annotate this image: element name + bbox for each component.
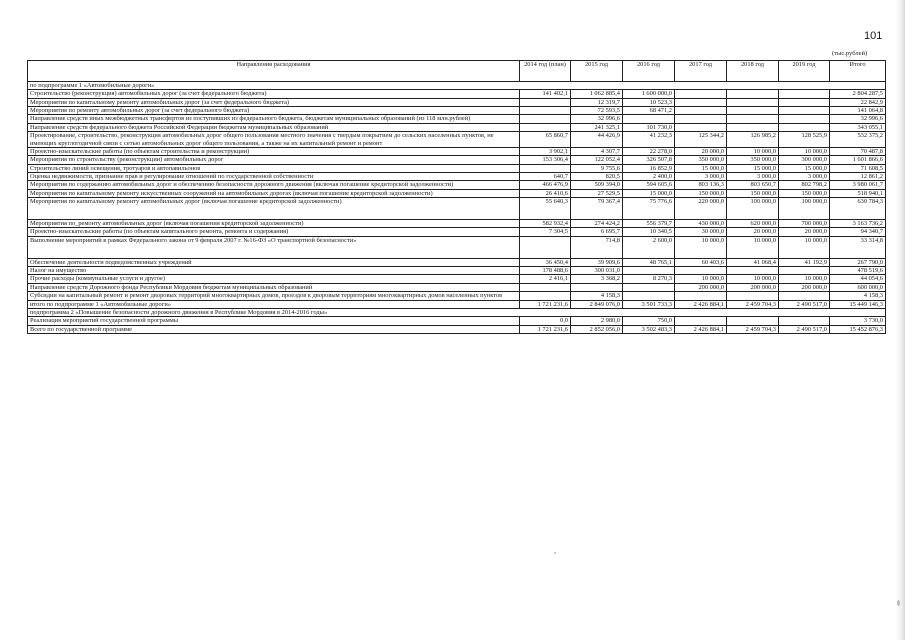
scan-edge-shadow [895,0,905,640]
cell-y2018: 126 985,2 [727,132,779,148]
cell-y2019: 150 000,0 [779,189,830,197]
cell-y2014: 26 410,6 [520,189,571,197]
row-label: Проектирование, строительство, реконструкция автомобильных дорог общего пользования местного значения с твердым покрытием до сельских населенных пунктов, не имеющих круглогодичной связи с сетью автомобильных дорог общего пользования, а также на их капитальный ремонт и ремонт [28,132,520,148]
cell-y2016 [623,292,675,300]
table-row [28,283,886,291]
section-row [28,82,886,90]
cell-y2018: 350 000,0 [727,156,779,164]
row-label: Строительство линий освещения, тротуаров и автопавильонов [28,164,520,172]
cell-y2019 [779,123,830,131]
cell-y2016: 41 232,3 [623,132,675,148]
cell-y2016: 68 471,2 [623,107,675,115]
cell-y2017: 2 426 884,1 [675,300,727,308]
cell-y2017: 3 000,0 [675,172,727,180]
cell-y2017 [675,115,727,123]
cell-y2019 [779,98,830,106]
cell-y2019: 10 000,0 [779,147,830,155]
cell-total: 3 163 736,2 [830,220,886,228]
cell-y2019: 2 490 517,0 [779,300,830,308]
cell-y2016: 3 502 483,3 [623,325,675,333]
cell-total: 32 996,6 [830,115,886,123]
cell-total: 71 608,5 [830,164,886,172]
table-row [28,98,886,106]
cell-y2017: 10 000,0 [675,275,727,283]
cell-y2015: 79 367,4 [571,198,623,220]
cell-total: 70 487,8 [830,147,886,155]
cell-y2014: 0,0 [520,317,571,325]
cell-y2015: 2 849 076,0 [571,300,623,308]
cell-y2018: 100 000,0 [727,198,779,220]
cell-y2019: 2 490 517,0 [779,325,830,333]
cell-y2018: 41 068,4 [727,258,779,266]
units-label: (тыс.рублей) [832,50,868,57]
cell-y2014: 1 721 231,6 [520,300,571,308]
cell-y2017: 430 000,0 [675,220,727,228]
cell-total: 518 940,1 [830,189,886,197]
row-label: Всего по государственной программе [28,325,520,333]
cell-total: 343 055,1 [830,123,886,131]
cell-y2016: 1 600 000,0 [623,90,675,98]
cell-y2015: 300 031,0 [571,267,623,275]
cell-total: 630 784,3 [830,198,886,220]
cell-y2017 [675,107,727,115]
cell-y2016: 10 523,3 [623,98,675,106]
cell-y2015: 509 394,0 [571,181,623,189]
cell-y2015: 4 158,3 [571,292,623,300]
cell-y2016: 48 765,1 [623,258,675,266]
table-row [28,317,886,325]
cell-y2019: 700 000,0 [779,220,830,228]
table-row [28,123,886,131]
cell-y2018 [727,90,779,98]
cell-y2017: 10 000,0 [675,236,727,258]
cell-y2016: 10 340,5 [623,228,675,236]
cell-y2014: 141 402,1 [520,90,571,98]
cell-y2018: 10 000,0 [727,147,779,155]
cell-y2019: 3 000,0 [779,172,830,180]
cell-y2014 [520,283,571,291]
cell-y2014: 582 932,4 [520,220,571,228]
row-label: Мероприятия по строительству (реконструкции) автомобильных дорог [28,156,520,164]
cell-y2014: 36 450,4 [520,258,571,266]
cell-y2018 [727,292,779,300]
cell-y2018 [727,115,779,123]
cell-y2017: 125 344,2 [675,132,727,148]
cell-y2019 [779,90,830,98]
table-row [28,325,886,333]
row-label: Оценка недвижимости, признание прав и регулирование отношений по государственной собственности [28,172,520,180]
cell-y2019: 300 000,0 [779,156,830,164]
table-row [28,90,886,98]
cell-y2019: 20 000,0 [779,228,830,236]
cell-y2015: 44 426,9 [571,132,623,148]
table-row [28,267,886,275]
cell-total: 33 314,8 [830,236,886,258]
cell-y2015: 72 593,5 [571,107,623,115]
header-2016: 2016 год [623,61,675,82]
cell-total: 3 980 061,7 [830,181,886,189]
cell-y2019: 41 192,9 [779,258,830,266]
row-label: итого по подпрограмме 1 «Автомобильные дороги» [28,300,520,308]
row-label: Строительство (реконструкция) автомобильных дорог (за счет федерального бюджета) [28,90,520,98]
row-label: Направление средств иных межбюджетных трансфертов из поступивших из федерального бюджета, бюджетам муниципальных образований (из 118 млн.рублей) [28,115,520,123]
cell-y2018 [727,98,779,106]
cell-total: 12 861,2 [830,172,886,180]
cell-total: 3 730,0 [830,317,886,325]
cell-y2016 [623,115,675,123]
cell-y2019 [779,317,830,325]
table-row [28,300,886,308]
table-row [28,132,886,148]
row-label: Направление средств федерального бюджета Российской Федерации бюджетам муниципальных образований [28,123,520,131]
cell-y2017: 20 000,0 [675,147,727,155]
cell-y2014 [520,292,571,300]
cell-y2018: 10 000,0 [727,275,779,283]
cell-y2018: 2 459 704,3 [727,325,779,333]
cell-y2015: 714,8 [571,236,623,258]
row-label: Направление средств Дорожного фонда Республики Мордовия бюджетам муниципальных образований [28,283,520,291]
cell-y2019 [779,267,830,275]
cell-y2014: 640,7 [520,172,571,180]
table-row [28,189,886,197]
cell-y2018: 150 000,0 [727,189,779,197]
cell-y2018: 3 000,0 [727,172,779,180]
row-label: Мероприятия по капитальному ремонту искусственных сооружений на автомобильных дорогах (включая погашение кредиторской задолженности) [28,189,520,197]
cell-y2018: 15 000,0 [727,164,779,172]
cell-total: 15 449 146,3 [830,300,886,308]
table-row [28,115,886,123]
table-row [28,220,886,228]
section-label: по подпрограмме 1 «Автомобильные дороги» [28,82,886,90]
table-row [28,292,886,300]
cell-y2015: 122 052,4 [571,156,623,164]
cell-y2014: 2 416,1 [520,275,571,283]
cell-y2016: 3 501 733,3 [623,300,675,308]
table-row [28,198,886,220]
header-2019: 2019 год [779,61,830,82]
cell-y2016: 22 278,0 [623,147,675,155]
row-label: Мероприятия по содержанию автомобильных дорог и обеспечению безопасности дорожного движения (включая погашение кредиторской задолженности) [28,181,520,189]
cell-y2018: 803 650,7 [727,181,779,189]
cell-total: 22 842,9 [830,98,886,106]
cell-y2017: 350 000,0 [675,156,727,164]
cell-total: 532 375,2 [830,132,886,148]
cell-y2017: 30 000,0 [675,228,727,236]
cell-y2018 [727,317,779,325]
cell-y2016 [623,283,675,291]
cell-y2019: 128 525,9 [779,132,830,148]
cell-y2016: 326 507,8 [623,156,675,164]
section-row [28,308,886,316]
cell-total: 2 804 287,5 [830,90,886,98]
cell-y2017 [675,292,727,300]
cell-y2014: 65 860,7 [520,132,571,148]
table-header-row [28,61,886,82]
cell-y2017: 803 136,3 [675,181,727,189]
cell-y2014: 466 476,9 [520,181,571,189]
header-2014: 2014 год (план) [520,61,571,82]
table-row [28,236,886,258]
cell-y2014 [520,236,571,258]
cell-y2014 [520,98,571,106]
table-row [28,275,886,283]
cell-y2019: 10 000,0 [779,236,830,258]
table-row [28,172,886,180]
cell-y2017: 60 403,6 [675,258,727,266]
cell-y2017: 220 000,0 [675,198,727,220]
cell-y2016: 15 000,0 [623,189,675,197]
cell-y2016: 594 605,6 [623,181,675,189]
table-row [28,228,886,236]
budget-table [27,60,886,334]
cell-y2019: 100 000,0 [779,198,830,220]
cell-y2017: 200 000,0 [675,283,727,291]
row-label: Проектно-изыскательские работы (по объектам капитального ремонта, ремонта и содержания) [28,228,520,236]
cell-y2019: 15 000,0 [779,164,830,172]
cell-y2014 [520,123,571,131]
cell-total: 141 064,8 [830,107,886,115]
cell-y2019 [779,292,830,300]
cell-y2016: 8 270,3 [623,275,675,283]
cell-y2015: 32 996,6 [571,115,623,123]
cell-y2017: 15 000,0 [675,164,727,172]
cell-y2016: 75 776,6 [623,198,675,220]
table-row [28,107,886,115]
cell-y2016: 2 600,0 [623,236,675,258]
section-label: подпрограмма 2 «Повышение безопасности дорожного движения в Республике Мордовия в 2014-2016 годы» [28,308,886,316]
table-row [28,147,886,155]
cell-total: 94 340,7 [830,228,886,236]
cell-y2019 [779,115,830,123]
cell-y2016 [623,267,675,275]
header-2015: 2015 год [571,61,623,82]
header-2018: 2018 год [727,61,779,82]
cell-y2018: 2 459 704,3 [727,300,779,308]
row-label: Выполнение мероприятий в рамках Федерального закона от 9 февраля 2007 г. №16-ФЗ «О транспортной безопасности» [28,236,520,258]
cell-y2018: 20 000,0 [727,228,779,236]
cell-y2017: 2 426 884,1 [675,325,727,333]
cell-total: 4 158,3 [830,292,886,300]
cell-y2016: 101 730,0 [623,123,675,131]
cell-y2015: 2 852 056,0 [571,325,623,333]
cell-y2016: 750,0 [623,317,675,325]
cell-y2018 [727,267,779,275]
cell-y2015: 3 368,2 [571,275,623,283]
table-body [28,82,886,334]
cell-total: 15 452 876,3 [830,325,886,333]
cell-y2015: 241 325,1 [571,123,623,131]
header-direction: Направления расходования [28,61,520,82]
cell-y2017 [675,98,727,106]
row-label: Мероприятия по капитальному ремонту автомобильных дорог (включая погашение кредиторской задолженности) [28,198,520,220]
cell-y2018 [727,107,779,115]
cell-y2014: 3 902,1 [520,147,571,155]
row-label: Налог на имущество [28,267,520,275]
cell-total: 478 519,6 [830,267,886,275]
row-label: Субсидии на капитальный ремонт и ремонт дворовых территорий многоквартирных домов, проездов к дворовым территориям многоквартирных домов населенных пунктов [28,292,520,300]
cell-y2017 [675,317,727,325]
table-row [28,156,886,164]
cell-y2018 [727,123,779,131]
cell-y2017 [675,123,727,131]
cell-total: 600 000,0 [830,283,886,291]
cell-y2015: 27 529,5 [571,189,623,197]
cell-y2016: 2 400,0 [623,172,675,180]
cell-y2015: 274 424,2 [571,220,623,228]
cell-y2017 [675,267,727,275]
scan-speck [897,600,900,606]
cell-y2018: 200 000,0 [727,283,779,291]
row-label: Мероприятия по капитальному ремонту автомобильных дорог (за счет федерального бюджета) [28,98,520,106]
page-number: 101 [864,30,883,42]
cell-y2015 [571,283,623,291]
cell-y2014 [520,107,571,115]
cell-y2015: 820,5 [571,172,623,180]
cell-y2017 [675,90,727,98]
cell-y2014 [520,164,571,172]
cell-y2016: 16 852,9 [623,164,675,172]
cell-y2019 [779,107,830,115]
cell-y2017: 150 000,0 [675,189,727,197]
cell-y2014 [520,115,571,123]
cell-y2015: 9 755,6 [571,164,623,172]
row-label: Проектно-изыскательские работы (по объектам строительства и реконструкции) [28,147,520,155]
cell-y2015: 12 319,7 [571,98,623,106]
cell-total: 44 054,6 [830,275,886,283]
cell-y2014: 178 488,6 [520,267,571,275]
row-label: Мероприятия по ремонту автомобильных дорог (за счет федерального бюджета) [28,107,520,115]
table-row [28,164,886,172]
cell-y2015: 1 062 885,4 [571,90,623,98]
cell-y2014: 1 721 231,6 [520,325,571,333]
cell-y2016: 556 379,7 [623,220,675,228]
cell-y2019: 802 798,2 [779,181,830,189]
row-label: Обеспечение деятельности подведомственных учреждений [28,258,520,266]
row-label: Реализация мероприятий государственной программы [28,317,520,325]
row-label: Мероприятия по_ремонту автомобильных дорог (включая погашения кредиторской задолженности) [28,220,520,228]
scan-speck [554,552,556,554]
cell-y2015: 4 307,7 [571,147,623,155]
cell-y2018: 620 000,0 [727,220,779,228]
cell-y2014: 55 640,3 [520,198,571,220]
cell-y2014: 153 306,4 [520,156,571,164]
row-label: Прочие расходы (коммунальные услуги и другое) [28,275,520,283]
cell-total: 1 601 866,6 [830,156,886,164]
header-2017: 2017 год [675,61,727,82]
cell-y2015: 2 980,0 [571,317,623,325]
cell-y2014: 7 304,5 [520,228,571,236]
cell-y2019: 200 000,0 [779,283,830,291]
cell-y2015: 39 909,6 [571,258,623,266]
table-row [28,258,886,266]
cell-y2019: 10 000,0 [779,275,830,283]
cell-y2015: 6 695,7 [571,228,623,236]
cell-total: 267 790,0 [830,258,886,266]
header-total: Итого [830,61,886,82]
cell-y2018: 10 000,0 [727,236,779,258]
table-row [28,181,886,189]
